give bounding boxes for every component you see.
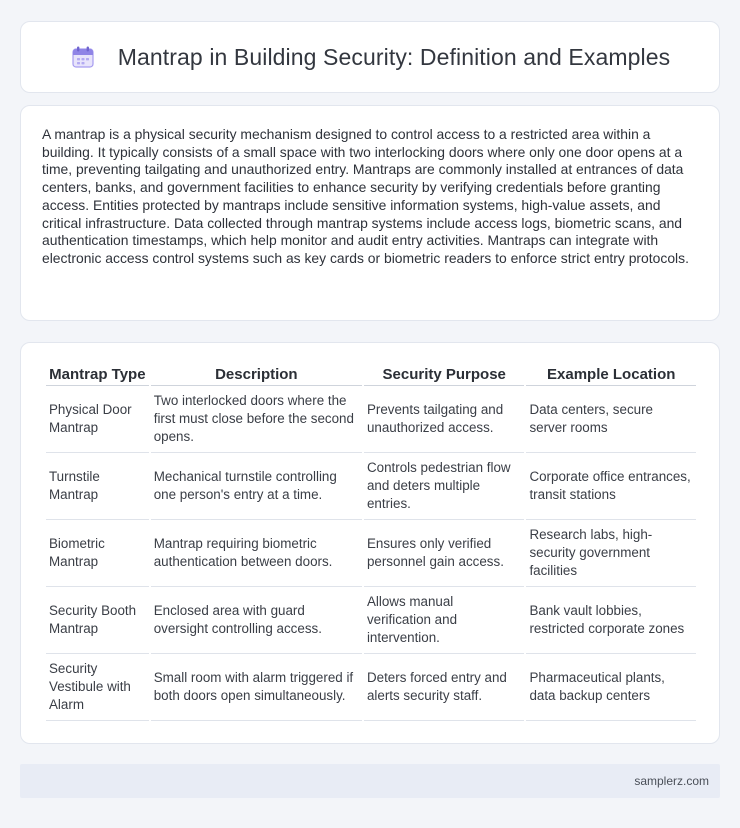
cell-description: Enclosed area with guard oversight controlling access. <box>151 587 362 654</box>
cell-location: Research labs, high-security government facilities <box>526 520 696 587</box>
page-title: Mantrap in Building Security: Definition and Examples <box>117 43 671 70</box>
cell-type: Turnstile Mantrap <box>46 453 149 520</box>
footer-brand-link[interactable]: samplerz.com <box>634 774 709 788</box>
cell-type: Security Booth Mantrap <box>46 587 149 654</box>
cell-description: Mantrap requiring biometric authentication between doors. <box>151 520 362 587</box>
table-row <box>46 520 696 587</box>
column-header-purpose: Security Purpose <box>364 364 524 386</box>
intro-card <box>20 105 720 321</box>
cell-purpose: Deters forced entry and alerts security staff. <box>364 654 524 721</box>
table-header-row <box>46 364 696 386</box>
cell-description: Mechanical turnstile controlling one person's entry at a time. <box>151 453 362 520</box>
table-row <box>46 386 696 453</box>
column-header-location: Example Location <box>526 364 696 386</box>
cell-purpose: Allows manual verification and intervention. <box>364 587 524 654</box>
cell-location: Data centers, secure server rooms <box>526 386 696 453</box>
cell-description: Small room with alarm triggered if both doors open simultaneously. <box>151 654 362 721</box>
cell-type: Security Vestibule with Alarm <box>46 654 149 721</box>
table-card <box>20 342 720 744</box>
table-row <box>46 587 696 654</box>
cell-description: Two interlocked doors where the first must close before the second opens. <box>151 386 362 453</box>
cell-location: Bank vault lobbies, restricted corporate zones <box>526 587 696 654</box>
cell-type: Physical Door Mantrap <box>46 386 149 453</box>
cell-location: Pharmaceutical plants, data backup centers <box>526 654 696 721</box>
cell-location: Corporate office entrances, transit stations <box>526 453 696 520</box>
intro-paragraph: A mantrap is a physical security mechanism designed to control access to a restricted area within a building. It typically consists of a small space with two interlocking doors where only one door opens at a time, preventing tailgating and unauthorized entry. Mantraps are commonly installed at entrances of data centers, banks, and government facilities to enhance security by verifying credentials before granting access. Entities protected by mantraps include sensitive information systems, high-value assets, and critical infrastructure. Data collected through mantrap systems include access logs, biometric scans, and authentication timestamps, which help monitor and audit entry activities. Mantraps can integrate with electronic access control systems such as key cards or biometric readers to enforce strict entry protocols. <box>42 126 689 266</box>
title-card <box>20 21 720 93</box>
cell-purpose: Controls pedestrian flow and deters multiple entries. <box>364 453 524 520</box>
table-row <box>46 453 696 520</box>
footer-bar <box>20 764 720 798</box>
calendar-icon <box>70 44 96 70</box>
table-row <box>46 654 696 721</box>
column-header-type: Mantrap Type <box>46 364 149 386</box>
column-header-description: Description <box>151 364 362 386</box>
cell-purpose: Ensures only verified personnel gain access. <box>364 520 524 587</box>
title-wrap <box>70 44 670 71</box>
cell-type: Biometric Mantrap <box>46 520 149 587</box>
mantrap-table <box>44 364 698 721</box>
cell-purpose: Prevents tailgating and unauthorized access. <box>364 386 524 453</box>
